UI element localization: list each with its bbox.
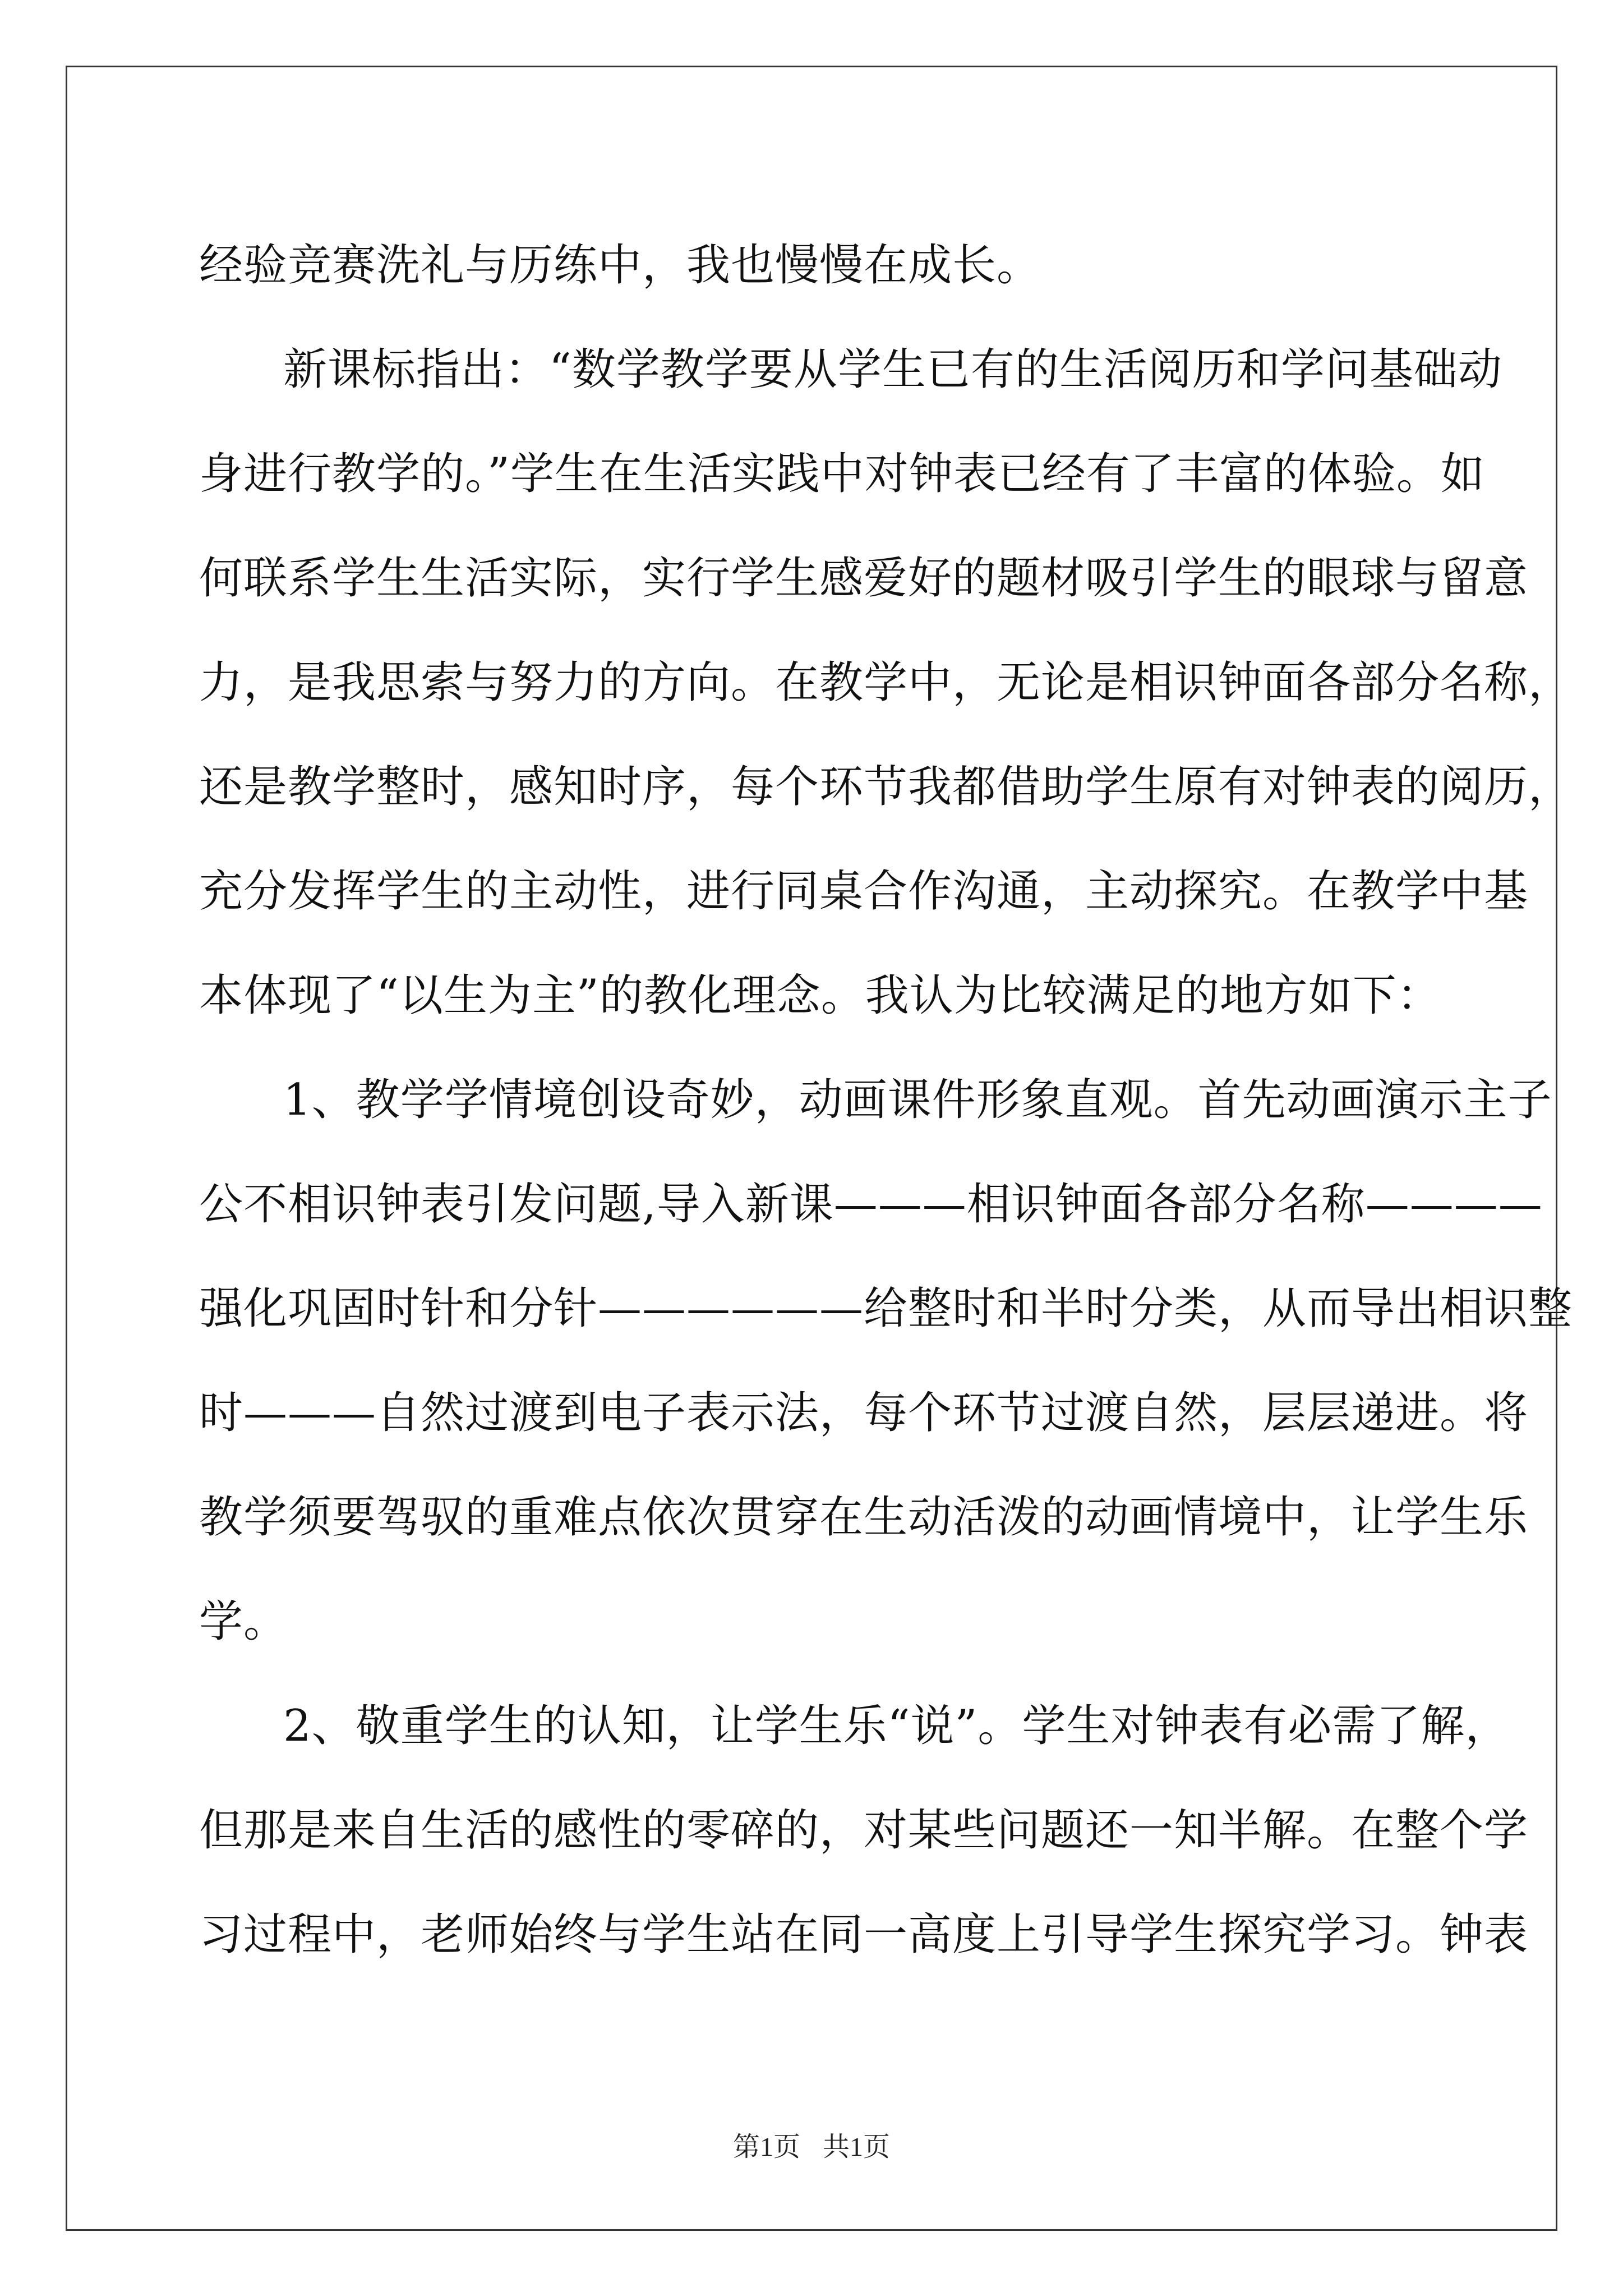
text-line-14: 学。	[199, 1596, 288, 1647]
text-line-17: 习过程中，老师始终与学生站在同一高度上引导学生探究学习。钟表	[199, 1910, 1529, 1960]
text-line-2: 新课标指出：“数学教学要从学生已有的生活阅历和学问基础动	[283, 344, 1502, 395]
text-line-13: 教学须要驾驭的重难点依次贯穿在生动活泼的动画情境中，让学生乐	[199, 1492, 1529, 1543]
text-line-16: 但那是来自生活的感性的零碎的，对某些问题还一知半解。在整个学	[199, 1805, 1529, 1856]
page-number-label: 第1页	[732, 2132, 800, 2162]
text-line-3: 身进行教学的。”学生在生活实践中对钟表已经有了丰富的体验。如	[199, 449, 1485, 499]
text-line-4: 何联系学生生活实际，实行学生感爱好的题材吸引学生的眼球与留意	[199, 553, 1529, 604]
text-line-11: 强化巩固时针和分针——————给整时和半时分类，从而导出相识整	[199, 1283, 1573, 1334]
text-line-5: 力，是我思索与努力的方向。在教学中，无论是相识钟面各部分名称，	[199, 657, 1573, 708]
text-line-10: 公不相识钟表引发问题,导入新课———相识钟面各部分名称————	[199, 1179, 1543, 1230]
document-body	[199, 213, 1573, 1987]
text-line-7: 充分发挥学生的主动性，进行同桌合作沟通，主动探究。在教学中基	[199, 866, 1529, 917]
text-line-1: 经验竞赛洗礼与历练中，我也慢慢在成长。	[199, 240, 1041, 291]
text-line-9: 1、教学学情境创设奇妙，动画课件形象直观。首先动画演示主子	[283, 1075, 1552, 1125]
page-total-label: 共1页	[823, 2132, 891, 2162]
text-line-12: 时———自然过渡到电子表示法，每个环节过渡自然，层层递进。将	[199, 1388, 1529, 1438]
text-line-8: 本体现了“以生为主”的教化理念。我认为比较满足的地方如下：	[199, 970, 1441, 1021]
page-footer	[0, 2125, 1623, 2164]
text-line-15: 2、敬重学生的认知，让学生乐“说”。学生对钟表有必需了解，	[283, 1701, 1510, 1751]
text-line-6: 还是教学整时，感知时序，每个环节我都借助学生原有对钟表的阅历，	[199, 762, 1573, 812]
